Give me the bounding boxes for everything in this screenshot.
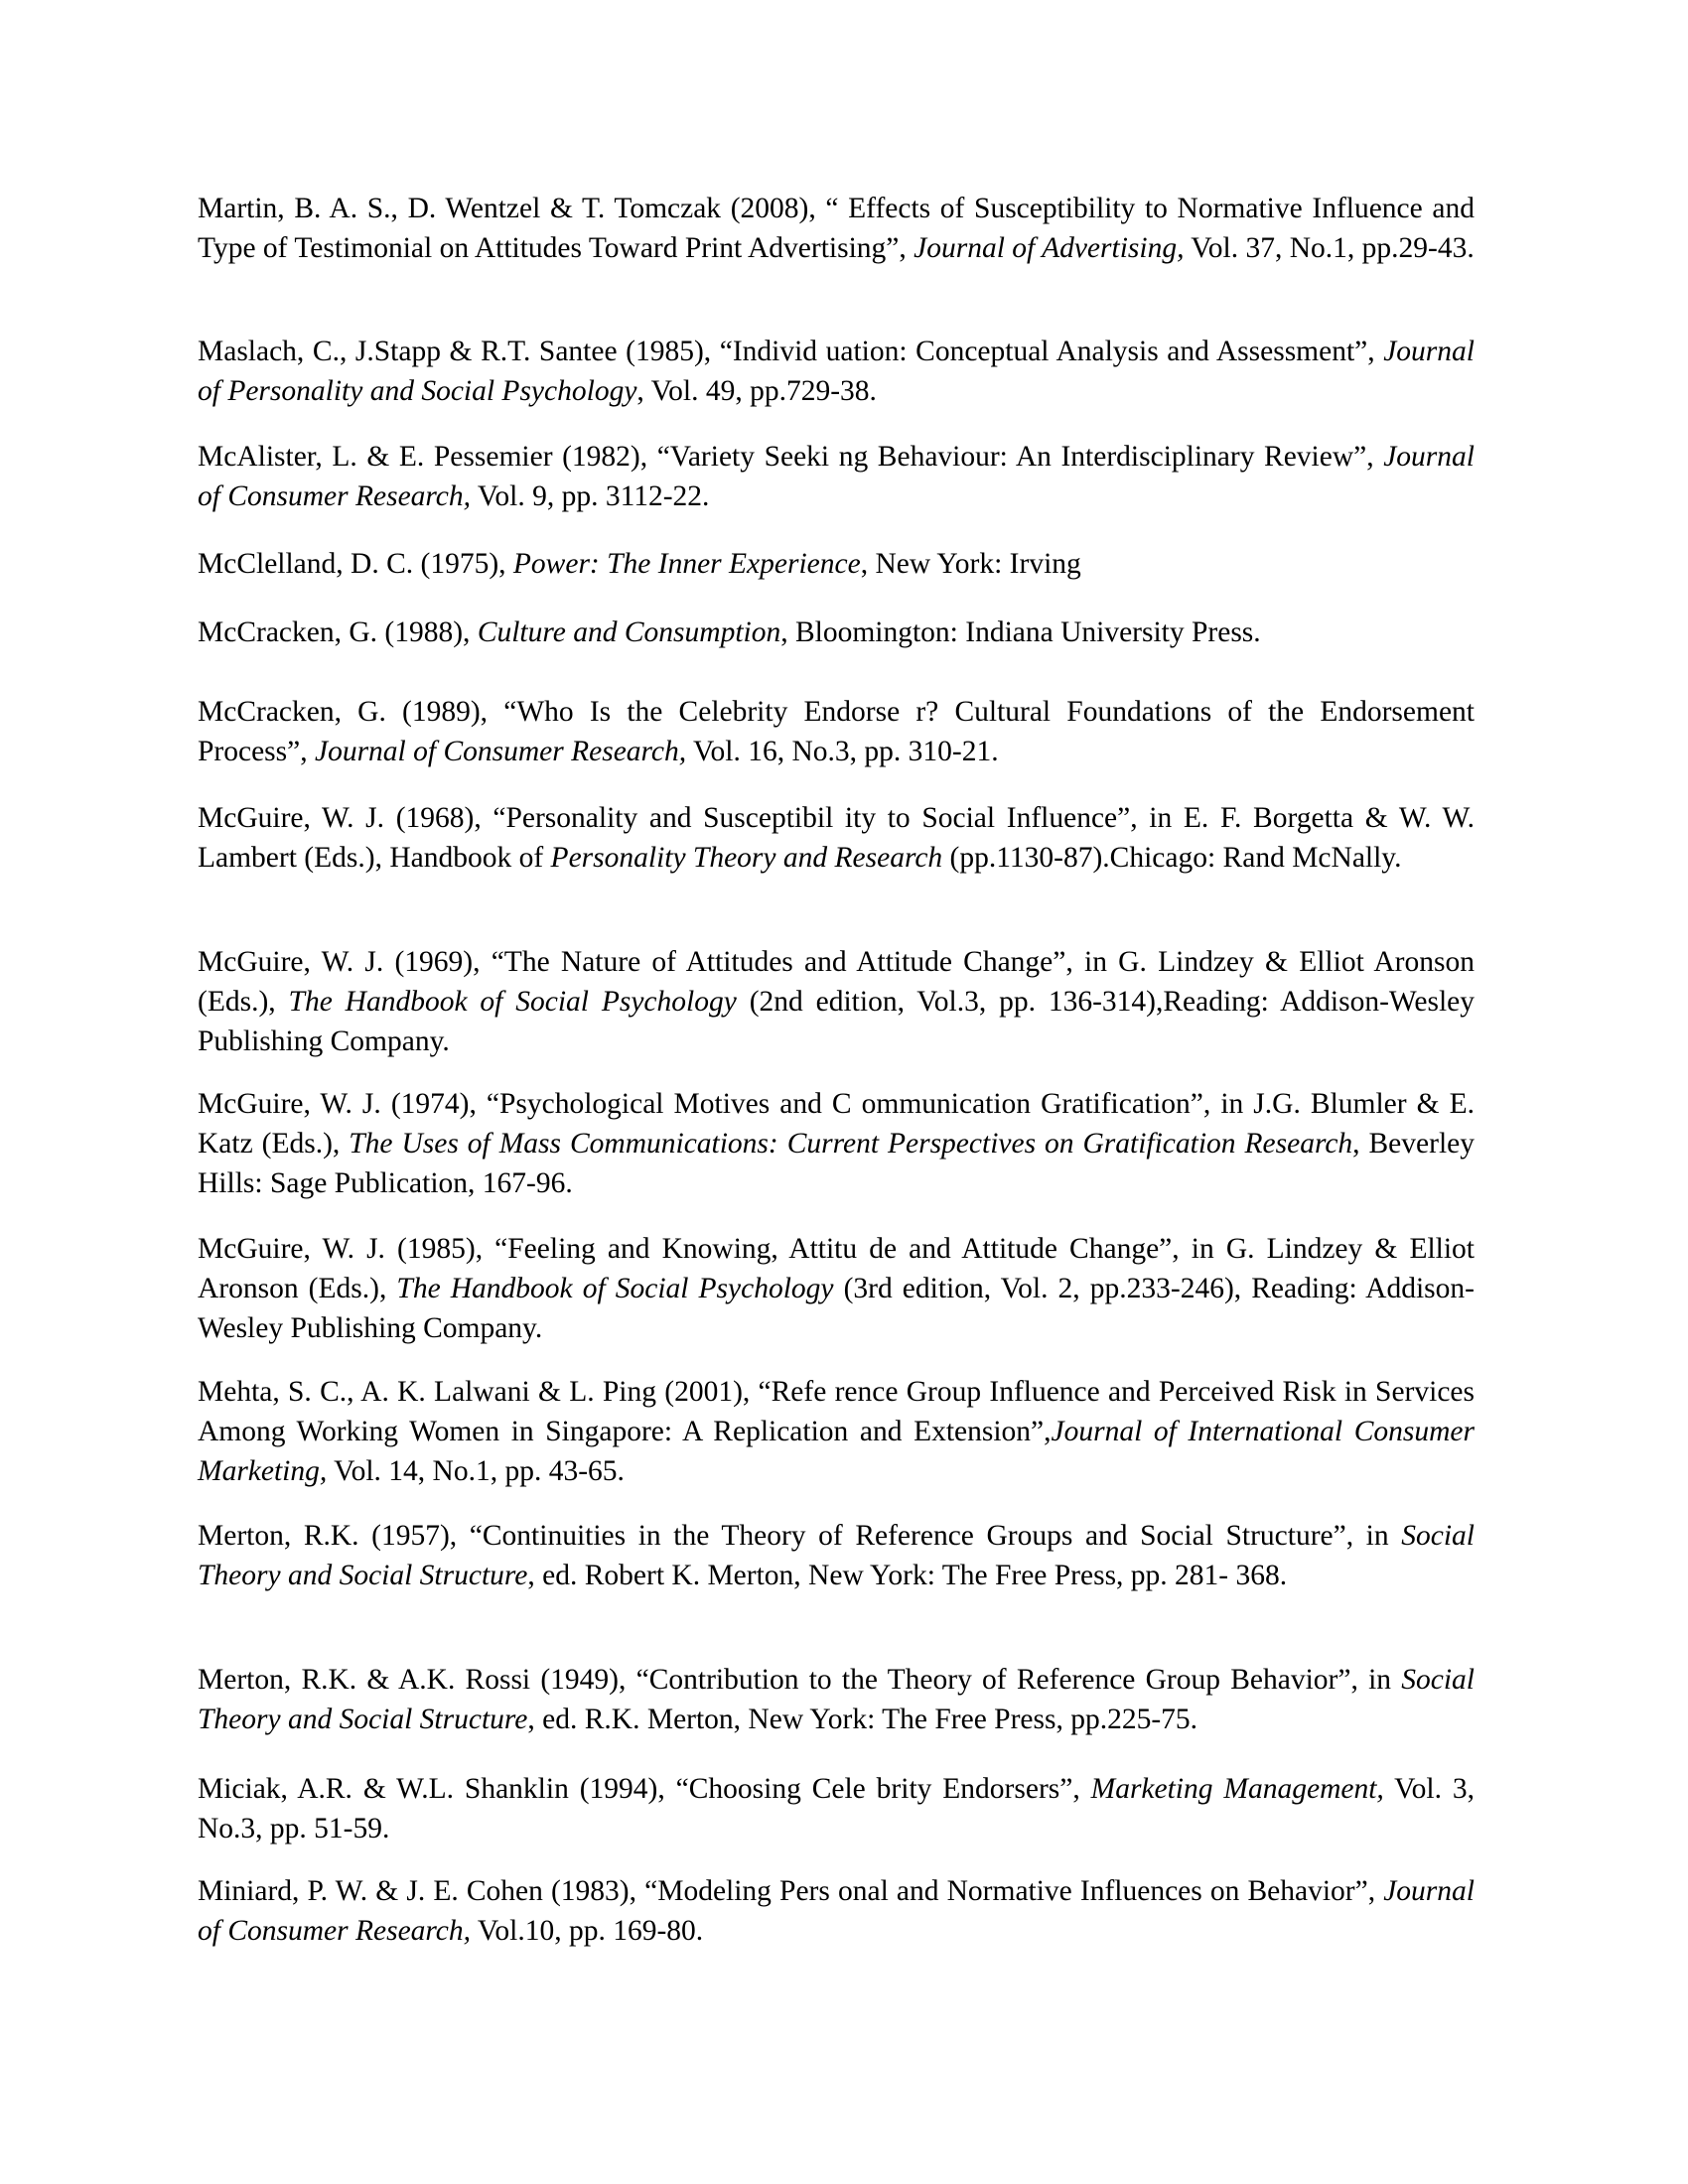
reference-entry	[198, 544, 1475, 584]
reference-text: (3rd edition, Vol. 2, pp.233-246), Reading: Addison-Wesley Publishing Company.	[198, 1273, 1475, 1344]
reference-entry	[198, 1871, 1475, 1951]
reference-entry	[198, 1769, 1475, 1848]
reference-source-title: Journal of Personality and Social Psychology	[198, 336, 1475, 407]
reference-entry	[198, 798, 1475, 878]
reference-entry	[198, 942, 1475, 1061]
reference-text: Merton, R.K. (1957), “Continuities in the Theory of Reference Groups and Social Structure”, in	[198, 1520, 1402, 1552]
reference-text: Vol.10, pp. 169-80.	[471, 1915, 704, 1947]
reference-entry	[198, 692, 1475, 771]
reference-text: McGuire, W. J. (1969), “The Nature of Attitudes and Attitude Change”, in G. Lindzey & Elliot Aronson (Eds.),	[198, 946, 1475, 1018]
reference-text: Merton, R.K. & A.K. Rossi (1949), “Contribution to the Theory of Reference Group Behavior”, in	[198, 1664, 1402, 1696]
reference-text: Vol. 9, pp. 3112-22.	[471, 480, 710, 512]
reference-entry	[198, 1229, 1475, 1348]
reference-text: , Bloomington: Indiana University Press.	[780, 616, 1261, 648]
reference-text: McCracken, G. (1988),	[198, 616, 478, 648]
reference-text: (2nd edition, Vol.3, pp. 136-314),Reading: Addison-Wesley Publishing Company.	[198, 986, 1476, 1057]
reference-text: McAlister, L. & E. Pessemier (1982), “Variety Seeki ng Behaviour: An Interdisciplinary Review”,	[198, 441, 1384, 473]
reference-source-title: Journal of Consumer Research,	[198, 1875, 1475, 1947]
reference-text: , Beverley Hills: Sage Publication, 167-96.	[198, 1128, 1475, 1199]
reference-text: , New York: Irving	[860, 548, 1081, 580]
reference-entry	[198, 189, 1475, 268]
reference-source-title: The Handbook of Social Psychology	[396, 1273, 834, 1304]
reference-text: McClelland, D. C. (1975),	[198, 548, 513, 580]
reference-source-title: Journal of Advertising,	[914, 232, 1185, 264]
reference-text: Vol. 3, No.3, pp. 51-59.	[198, 1773, 1475, 1844]
reference-text: Miciak, A.R. & W.L. Shanklin (1994), “Choosing Cele brity Endorsers”,	[198, 1773, 1091, 1805]
reference-entry	[198, 613, 1475, 652]
reference-entry	[198, 332, 1475, 411]
reference-text: Miniard, P. W. & J. E. Cohen (1983), “Modeling Pers onal and Normative Influences on Behavior”,	[198, 1875, 1384, 1907]
reference-entry	[198, 1084, 1475, 1203]
reference-text: McCracken, G. (1989), “Who Is the Celebrity Endorse r? Cultural Foundations of the Endorsement Process”,	[198, 696, 1475, 767]
reference-source-title: Journal of Consumer Research,	[314, 736, 687, 767]
reference-source-title: Social Theory and Social Structure	[198, 1520, 1475, 1591]
reference-text: , ed. R.K. Merton, New York: The Free Press, pp.225-75.	[527, 1704, 1198, 1735]
reference-source-title: Culture and Consumption	[477, 616, 781, 648]
reference-text: Vol. 14, No.1, pp. 43-65.	[327, 1455, 625, 1487]
reference-source-title: Journal of International Consumer Marketing,	[198, 1416, 1475, 1487]
reference-text: Martin, B. A. S., D. Wentzel & T. Tomczak (2008), “ Effects of Susceptibility to Normative Influence and Type of Testimonial on Attitudes Toward Print Advertising”,	[198, 193, 1475, 264]
reference-entry	[198, 437, 1475, 516]
reference-text: , Vol. 49, pp.729-38.	[636, 375, 877, 407]
reference-source-title: The Uses of Mass Communications: Current Perspectives on Gratification Research	[349, 1128, 1353, 1160]
reference-source-title: Marketing Management,	[1090, 1773, 1384, 1805]
reference-entry	[198, 1516, 1475, 1595]
reference-source-title: Personality Theory and Research	[550, 842, 943, 874]
reference-source-title: Journal of Consumer Research,	[198, 441, 1475, 512]
reference-source-title: Power: The Inner Experience	[512, 548, 861, 580]
reference-text: (pp.1130-87).Chicago: Rand McNally.	[942, 842, 1402, 874]
reference-entry	[198, 1660, 1475, 1739]
reference-source-title: Social Theory and Social Structure	[198, 1664, 1475, 1735]
reference-text: Vol. 37, No.1, pp.29-43.	[1184, 232, 1475, 264]
reference-text: McGuire, W. J. (1974), “Psychological Motives and C ommunication Gratification”, in J.G. Blumler & E. Katz (Eds.),	[198, 1088, 1475, 1160]
reference-text: Maslach, C., J.Stapp & R.T. Santee (1985), “Individ uation: Conceptual Analysis and Assessment”,	[198, 336, 1384, 367]
reference-source-title: The Handbook of Social Psychology	[288, 986, 737, 1018]
reference-entry	[198, 1372, 1475, 1491]
reference-text: McGuire, W. J. (1968), “Personality and Susceptibil ity to Social Influence”, in E. F. Borgetta & W. W. Lambert (Eds.), Handbook of	[198, 802, 1475, 874]
reference-text: , ed. Robert K. Merton, New York: The Free Press, pp. 281- 368.	[527, 1560, 1288, 1591]
reference-text: Mehta, S. C., A. K. Lalwani & L. Ping (2001), “Refe rence Group Influence and Perceived Risk in Services Among Working Women in Singapore: A Replication and Extension”,	[198, 1376, 1475, 1447]
reference-text: Vol. 16, No.3, pp. 310-21.	[686, 736, 999, 767]
reference-text: McGuire, W. J. (1985), “Feeling and Knowing, Attitu de and Attitude Change”, in G. Lindzey & Elliot Aronson (Eds.),	[198, 1233, 1475, 1304]
